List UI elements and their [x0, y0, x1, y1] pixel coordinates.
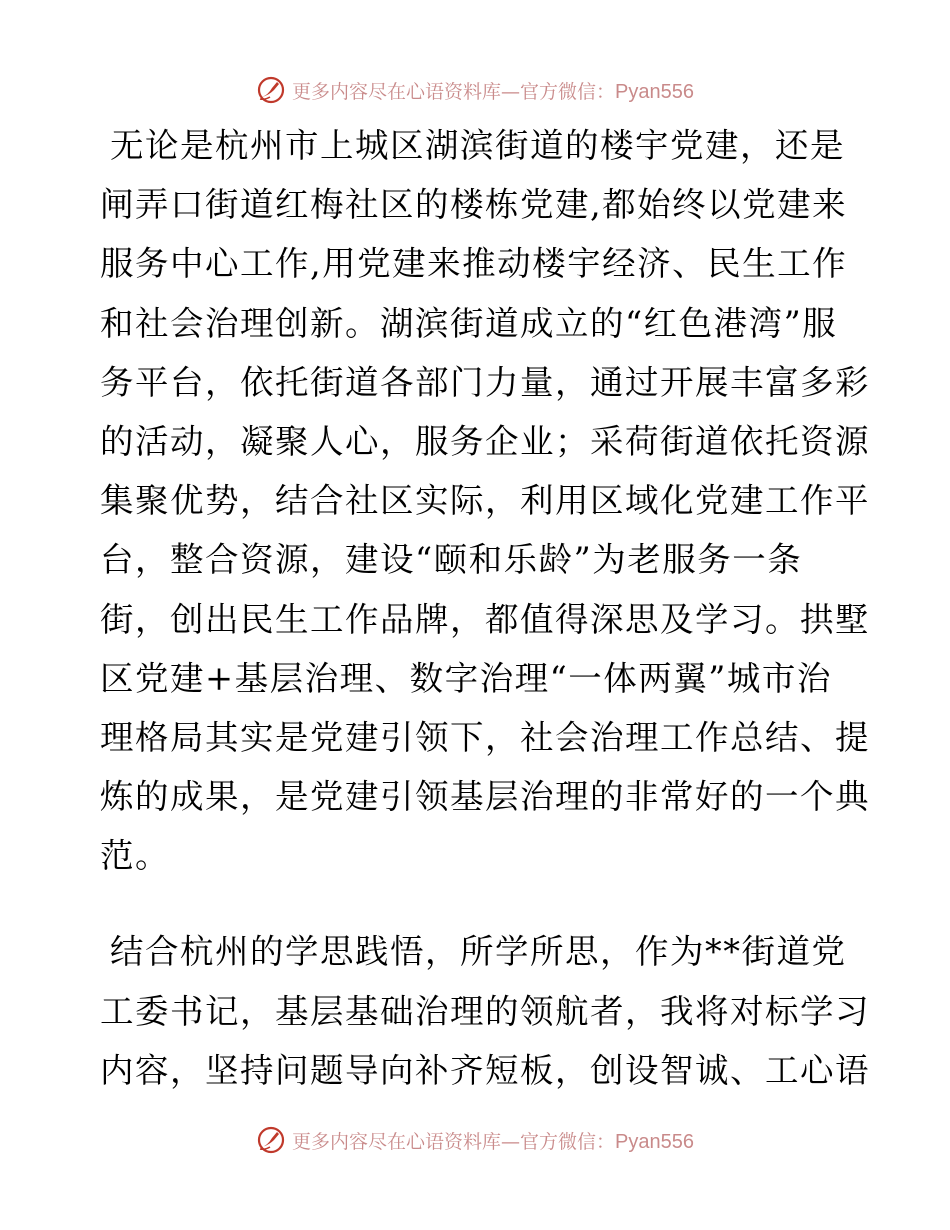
paragraph-2	[100, 922, 870, 1100]
paragraph-line: 台，整合资源，建设“颐和乐龄”为老服务一条	[100, 540, 803, 580]
paragraph-line: 炼的成果，是党建引领基层治理的非常好的一个典	[100, 777, 870, 817]
pen-circle-logo-icon	[256, 1125, 286, 1155]
watermark-main-text: 更多内容尽在心语资料库—官方微信：	[292, 1130, 616, 1153]
paragraph-1	[100, 116, 870, 885]
paragraph-line: 集聚优势，结合社区实际，利用区域化党建工作平	[100, 481, 870, 521]
paragraph-line: 工委书记，基层基础治理的领航者，我将对标学习	[100, 991, 870, 1031]
watermark-text	[292, 1127, 694, 1154]
paragraph-line: 服务中心工作,用党建来推动楼宇经济、民生工作	[100, 244, 848, 284]
paragraph-line: 范。	[100, 836, 170, 876]
paragraph-line: 区党建+基层治理、数字治理“一体两翼”城市治	[100, 658, 832, 698]
watermark-footer	[0, 1120, 950, 1160]
watermark-wechat-id: Pyan556	[615, 1130, 694, 1153]
paragraph-line: 和社会治理创新。湖滨街道成立的“红色港湾”服	[100, 303, 838, 343]
watermark-header	[0, 70, 950, 110]
watermark-text	[292, 77, 694, 104]
paragraph-line: 无论是杭州市上城区湖滨街道的楼宇党建，还是	[110, 126, 845, 165]
paragraph-line: 理格局其实是党建引领下，社会治理工作总结、提	[100, 717, 870, 757]
document-body	[100, 116, 870, 1100]
pen-circle-logo-icon	[256, 75, 286, 105]
watermark-main-text: 更多内容尽在心语资料库—官方微信：	[292, 80, 616, 103]
paragraph-line: 结合杭州的学思践悟，所学所思，作为**街道党	[110, 932, 847, 972]
paragraph-line: 闸弄口街道红梅社区的楼栋党建,都始终以党建来	[100, 185, 848, 225]
watermark-wechat-id: Pyan556	[615, 80, 694, 103]
paragraph-line: 的活动，凝聚人心，服务企业；采荷街道依托资源	[100, 421, 870, 461]
paragraph-line: 街，创出民生工作品牌，都值得深思及学习。拱墅	[100, 599, 870, 639]
paragraph-line: 务平台，依托街道各部门力量，通过开展丰富多彩	[100, 362, 870, 402]
paragraph-line: 内容，坚持问题导向补齐短板，创设智诚、工心语	[100, 1050, 870, 1090]
